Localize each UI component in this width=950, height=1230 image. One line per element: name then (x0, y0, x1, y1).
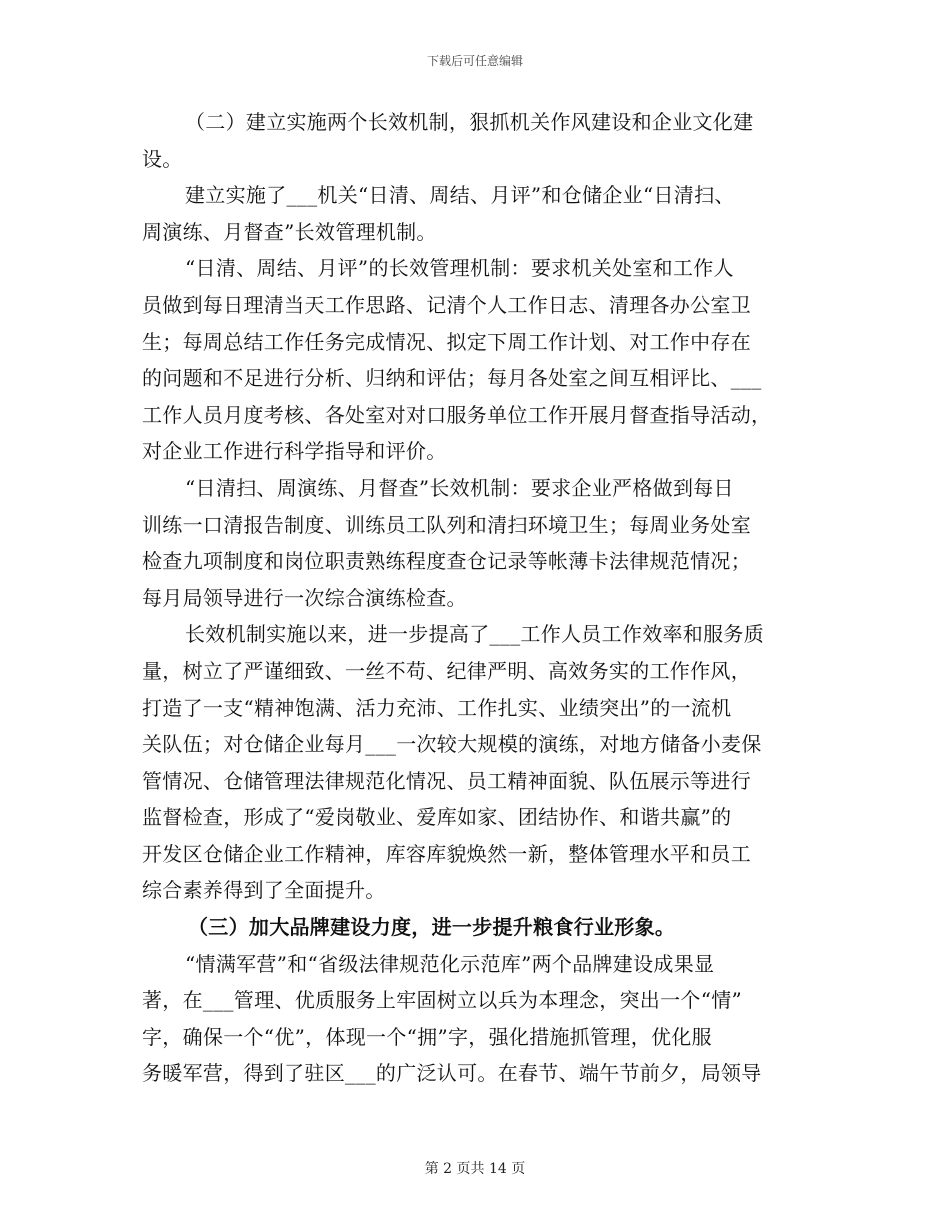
text-line: 的问题和不足进行分析、归纳和评估；每月各处室之间互相评比、___ (142, 366, 762, 391)
page-header: 下载后可任意编辑 (426, 54, 523, 68)
text-line: 建立实施了___机关“日清、周结、月评”和仓储企业“日清扫、 (185, 183, 735, 208)
text-line: 打造了一支“精神饱满、活力充沛、工作扎实、业绩突出”的一流机 (142, 695, 732, 720)
text-line: 综合素养得到了全面提升。 (142, 878, 386, 903)
text-line: 员做到每日理清当天工作思路、记清个人工作日志、清理各办公室卫 (142, 292, 751, 317)
text-line: 关队伍；对仓储企业每月___一次较大规模的演练，对地方储备小麦保 (142, 732, 762, 757)
text-line: 周演练、月督查”长效管理机制。 (142, 219, 437, 244)
text-line: “情满军营”和“省级法律规范化示范库”两个品牌建设成果显 (185, 951, 715, 976)
document-body (142, 104, 812, 1092)
text-line: 字，确保一个“优”，体现一个“拥”字，强化措施抓管理，优化服 (142, 1024, 712, 1049)
text-line: 对企业工作进行科学指导和评价。 (142, 439, 447, 464)
text-line: “日清扫、周演练、月督查”长效机制：要求企业严格做到每日 (185, 475, 734, 500)
text-line: 训练一口清报告制度、训练员工队列和清扫环境卫生；每周业务处室 (142, 512, 751, 537)
text-line: 监督检查，形成了“爱岗敬业、爱库如家、团结协作、和谐共赢”的 (142, 805, 732, 830)
text-line: 每月局领导进行一次综合演练检查。 (142, 585, 467, 610)
text-line: 量，树立了严谨细致、一丝不苟、纪律严明、高效务实的工作作风， (142, 658, 751, 683)
text-line: 管情况、仓储管理法律规范化情况、员工精神面貌、队伍展示等进行 (142, 768, 751, 793)
text-line: 设。 (142, 146, 183, 171)
text-line: 务暖军营，得到了驻区___的广泛认可。在春节、端午节前夕，局领导 (142, 1061, 762, 1086)
text-line: 工作人员月度考核、各处室对对口服务单位工作开展月督查指导活动， (142, 402, 772, 427)
text-line: 生；每周总结工作任务完成情况、拟定下周工作计划、对工作中存在 (142, 329, 751, 354)
text-line: 长效机制实施以来，进一步提高了___工作人员工作效率和服务质 (185, 622, 764, 647)
text-line: （二）建立实施两个长效机制，狠抓机关作风建设和企业文化建 (185, 110, 754, 134)
text-line: “日清、周结、月评”的长效管理机制：要求机关处室和工作人 (185, 256, 734, 281)
page-footer: 第 2 页共 14 页 (424, 1161, 526, 1177)
text-line: 检查九项制度和岗位职责熟练程度查仓记录等帐薄卡法律规范情况； (142, 549, 751, 574)
text-line: 著，在___管理、优质服务上牢固树立以兵为本理念，突出一个“情” (142, 988, 743, 1013)
section-heading: （三）加大品牌建设力度，进一步提升粮食行业形象。 (188, 915, 676, 940)
text-line: 开发区仓储企业工作精神，库容库貌焕然一新，整体管理水平和员工 (142, 841, 751, 866)
